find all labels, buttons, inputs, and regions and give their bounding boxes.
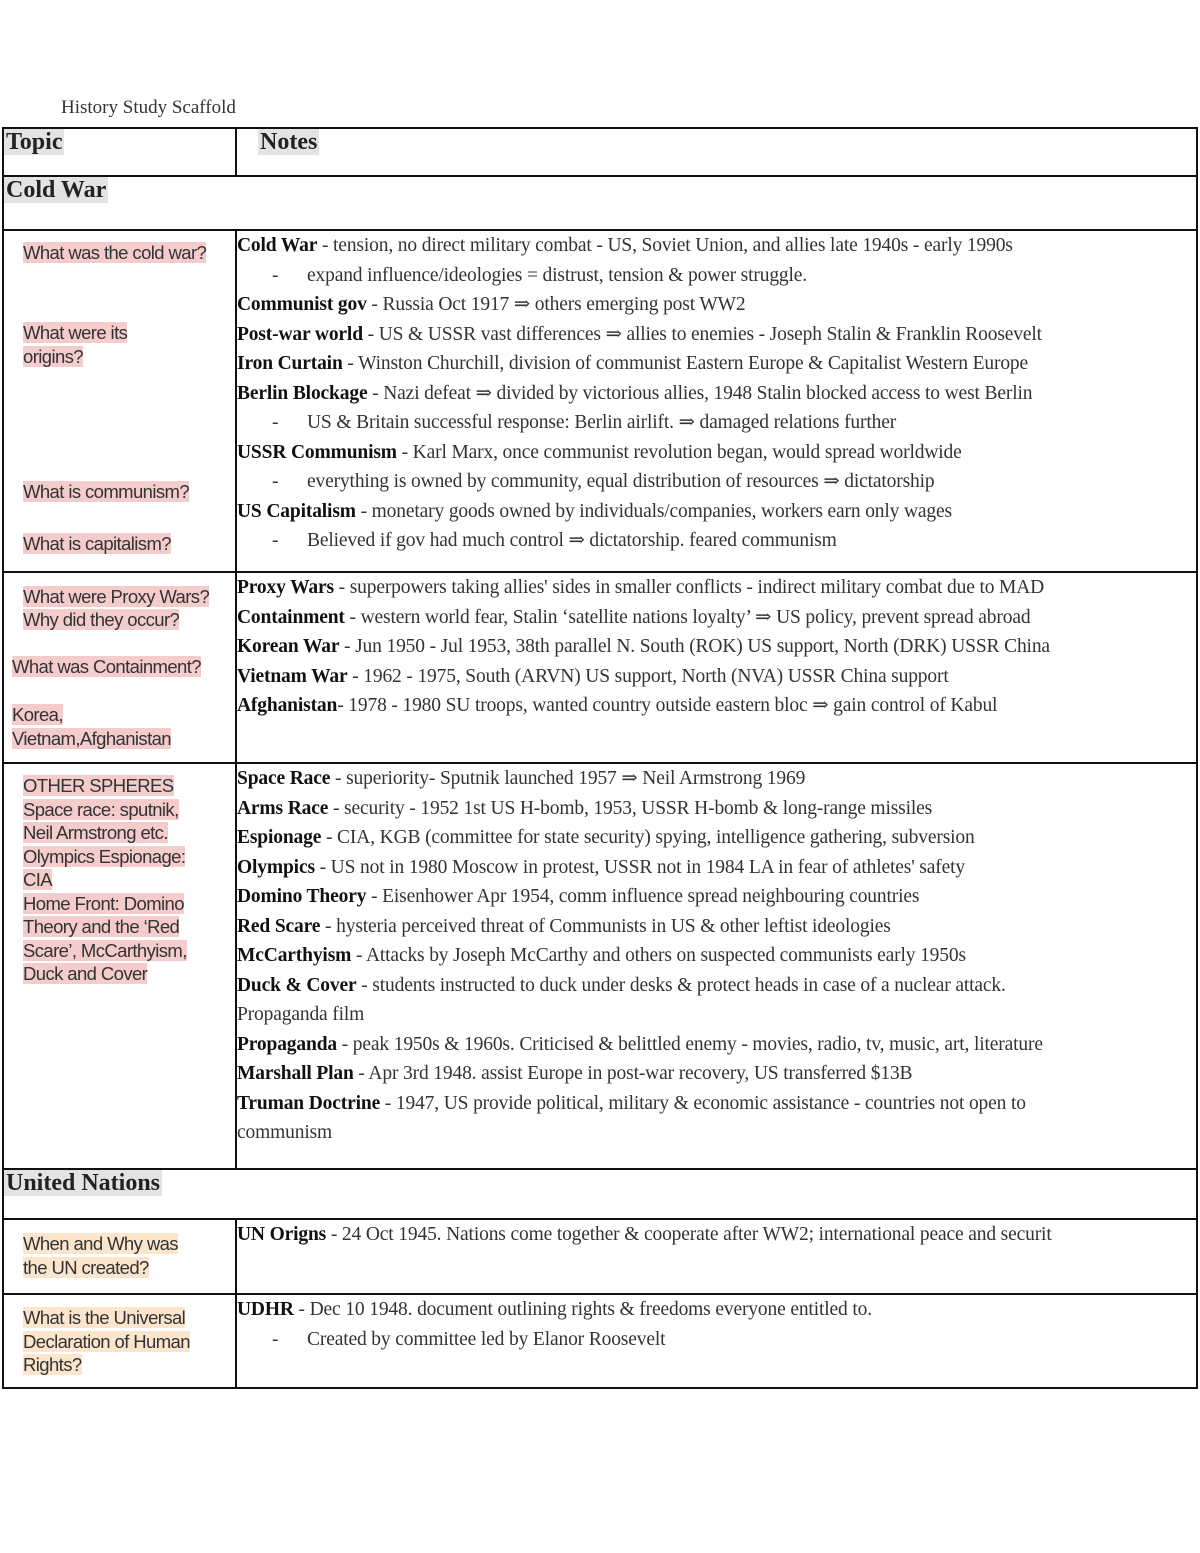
note-line: Arms Race - security - 1952 1st US H-bomb, 1953, USSR H-bomb & long-range missiles bbox=[237, 797, 933, 819]
section-title: Cold War bbox=[6, 177, 107, 203]
topic-question: When and Why was the UN created? bbox=[23, 1233, 178, 1278]
note-line: USSR Communism - Karl Marx, once communist revolution began, would spread worldwide bbox=[237, 441, 962, 463]
topic-question: What was the cold war? bbox=[23, 242, 207, 263]
note-line: US Capitalism - monetary goods owned by individuals/companies, workers earn only wages bbox=[237, 500, 952, 522]
topic-question: What is communism? bbox=[23, 481, 190, 502]
table-row bbox=[3, 572, 1197, 763]
topic-question: What were its origins? bbox=[23, 322, 128, 367]
section-row-cold-war bbox=[3, 176, 1197, 230]
note-line: Cold War - tension, no direct military combat - US, Soviet Union, and allies late 1940s - early 1990s bbox=[237, 235, 1013, 256]
note-line: Olympics - US not in 1980 Moscow in protest, USSR not in 1984 LA in fear of athletes' safety bbox=[237, 856, 965, 878]
notes-cell bbox=[236, 763, 1197, 1169]
note-line: Containment - western world fear, Stalin ‘satellite nations loyalty’ ⇒ US policy, prevent spread abroad bbox=[237, 606, 1031, 628]
section-row-united-nations bbox=[3, 1169, 1197, 1219]
section-cell bbox=[3, 1169, 1197, 1219]
note-subpoint: - Believed if gov had much control ⇒ dictatorship. feared communism bbox=[272, 530, 837, 551]
note-line: Duck & Cover - students instructed to duck under desks & protect heads in case of a nuclear attack. bbox=[237, 974, 1006, 996]
topic-question: Korea, Vietnam,Afghanistan bbox=[12, 704, 171, 749]
note-continuation: Propaganda film bbox=[237, 1004, 365, 1025]
header-notes: Notes bbox=[260, 129, 318, 155]
note-subpoint: - expand influence/ideologies = distrust, tension & power struggle. bbox=[272, 264, 808, 286]
header-topic: Topic bbox=[6, 129, 63, 155]
note-line: Red Scare - hysteria perceived threat of Communists in US & other leftist ideologies bbox=[237, 915, 891, 937]
topic-question: What is capitalism? bbox=[23, 533, 171, 554]
topic-cell bbox=[3, 763, 236, 1169]
note-line: Afghanistan- 1978 - 1980 SU troops, wanted country outside eastern bloc ⇒ gain control of Kabul bbox=[237, 695, 998, 716]
topic-cell bbox=[3, 572, 236, 763]
notes-cell bbox=[236, 572, 1197, 763]
header-notes-cell bbox=[236, 128, 1197, 176]
note-subpoint: - Created by committee led by Elanor Roosevelt bbox=[272, 1328, 666, 1350]
topic-question: What were Proxy Wars? Why did they occur? bbox=[23, 586, 210, 630]
note-line: McCarthyism - Attacks by Joseph McCarthy and others on suspected communists early 1950s bbox=[237, 945, 966, 966]
note-line: Post-war world - US & USSR vast differences ⇒ allies to enemies - Joseph Stalin & Franklin Roosevelt bbox=[237, 323, 1042, 345]
note-line: Communist gov - Russia Oct 1917 ⇒ others emerging post WW2 bbox=[237, 294, 746, 315]
table-row bbox=[3, 1294, 1197, 1388]
note-line: Espionage - CIA, KGB (committee for state security) spying, intelligence gathering, subversion bbox=[237, 827, 975, 848]
table-row bbox=[3, 763, 1197, 1169]
table-row bbox=[3, 1219, 1197, 1294]
note-line: Marshall Plan - Apr 3rd 1948. assist Europe in post-war recovery, US transferred $13B bbox=[237, 1063, 913, 1084]
topic-cell bbox=[3, 1219, 236, 1294]
document-title: History Study Scaffold bbox=[61, 97, 236, 118]
notes-cell bbox=[236, 1219, 1197, 1294]
study-table bbox=[2, 127, 1198, 1389]
note-line: UN Origns - 24 Oct 1945. Nations come together & cooperate after WW2; international peace and securit bbox=[237, 1224, 1052, 1245]
table-row bbox=[3, 230, 1197, 572]
note-line: UDHR - Dec 10 1948. document outlining rights & freedoms everyone entitled to. bbox=[237, 1299, 872, 1320]
note-line: Iron Curtain - Winston Churchill, division of communist Eastern Europe & Capitalist Western Europe bbox=[237, 353, 1029, 374]
note-line: Vietnam War - 1962 - 1975, South (ARVN) US support, North (NVA) USSR China support bbox=[237, 665, 949, 687]
notes-cell bbox=[236, 1294, 1197, 1388]
note-line: Propaganda - peak 1950s & 1960s. Criticised & belittled enemy - movies, radio, tv, music, art, literature bbox=[237, 1033, 1043, 1055]
note-line: Proxy Wars - superpowers taking allies' sides in smaller conflicts - indirect military combat due to MAD bbox=[237, 577, 1045, 598]
note-line: Korean War - Jun 1950 - Jul 1953, 38th parallel N. South (ROK) US support, North (DRK) USSR China bbox=[237, 636, 1050, 657]
notes-cell bbox=[236, 230, 1197, 572]
topic-question: What was Containment? bbox=[12, 656, 201, 677]
note-line: Space Race - superiority- Sputnik launched 1957 ⇒ Neil Armstrong 1969 bbox=[237, 768, 806, 789]
note-subpoint: - everything is owned by community, equal distribution of resources ⇒ dictatorship bbox=[272, 471, 935, 492]
table-header-row bbox=[3, 128, 1197, 176]
topic-cell bbox=[3, 230, 236, 572]
note-line: Truman Doctrine - 1947, US provide political, military & economic assistance - countries not open to bbox=[237, 1092, 1026, 1114]
topic-question: OTHER SPHERES Space race: sputnik, Neil Armstrong etc. Olympics Espionage: CIA Home Front: Domino Theory and the ‘Red Scare’, McCarthyism, Duck and Cover bbox=[23, 775, 187, 984]
section-cell bbox=[3, 176, 1197, 230]
note-subpoint: - US & Britain successful response: Berlin airlift. ⇒ damaged relations further bbox=[272, 412, 897, 433]
note-line: Berlin Blockage - Nazi defeat ⇒ divided by victorious allies, 1948 Stalin blocked access to west Berlin bbox=[237, 382, 1033, 404]
topic-question: What is the Universal Declaration of Human Rights? bbox=[23, 1307, 190, 1375]
section-title: United Nations bbox=[6, 1170, 161, 1196]
note-continuation: communism bbox=[237, 1122, 333, 1143]
topic-cell bbox=[3, 1294, 236, 1388]
note-line: Domino Theory - Eisenhower Apr 1954, comm influence spread neighbouring countries bbox=[237, 886, 920, 907]
header-topic-cell bbox=[3, 128, 236, 176]
